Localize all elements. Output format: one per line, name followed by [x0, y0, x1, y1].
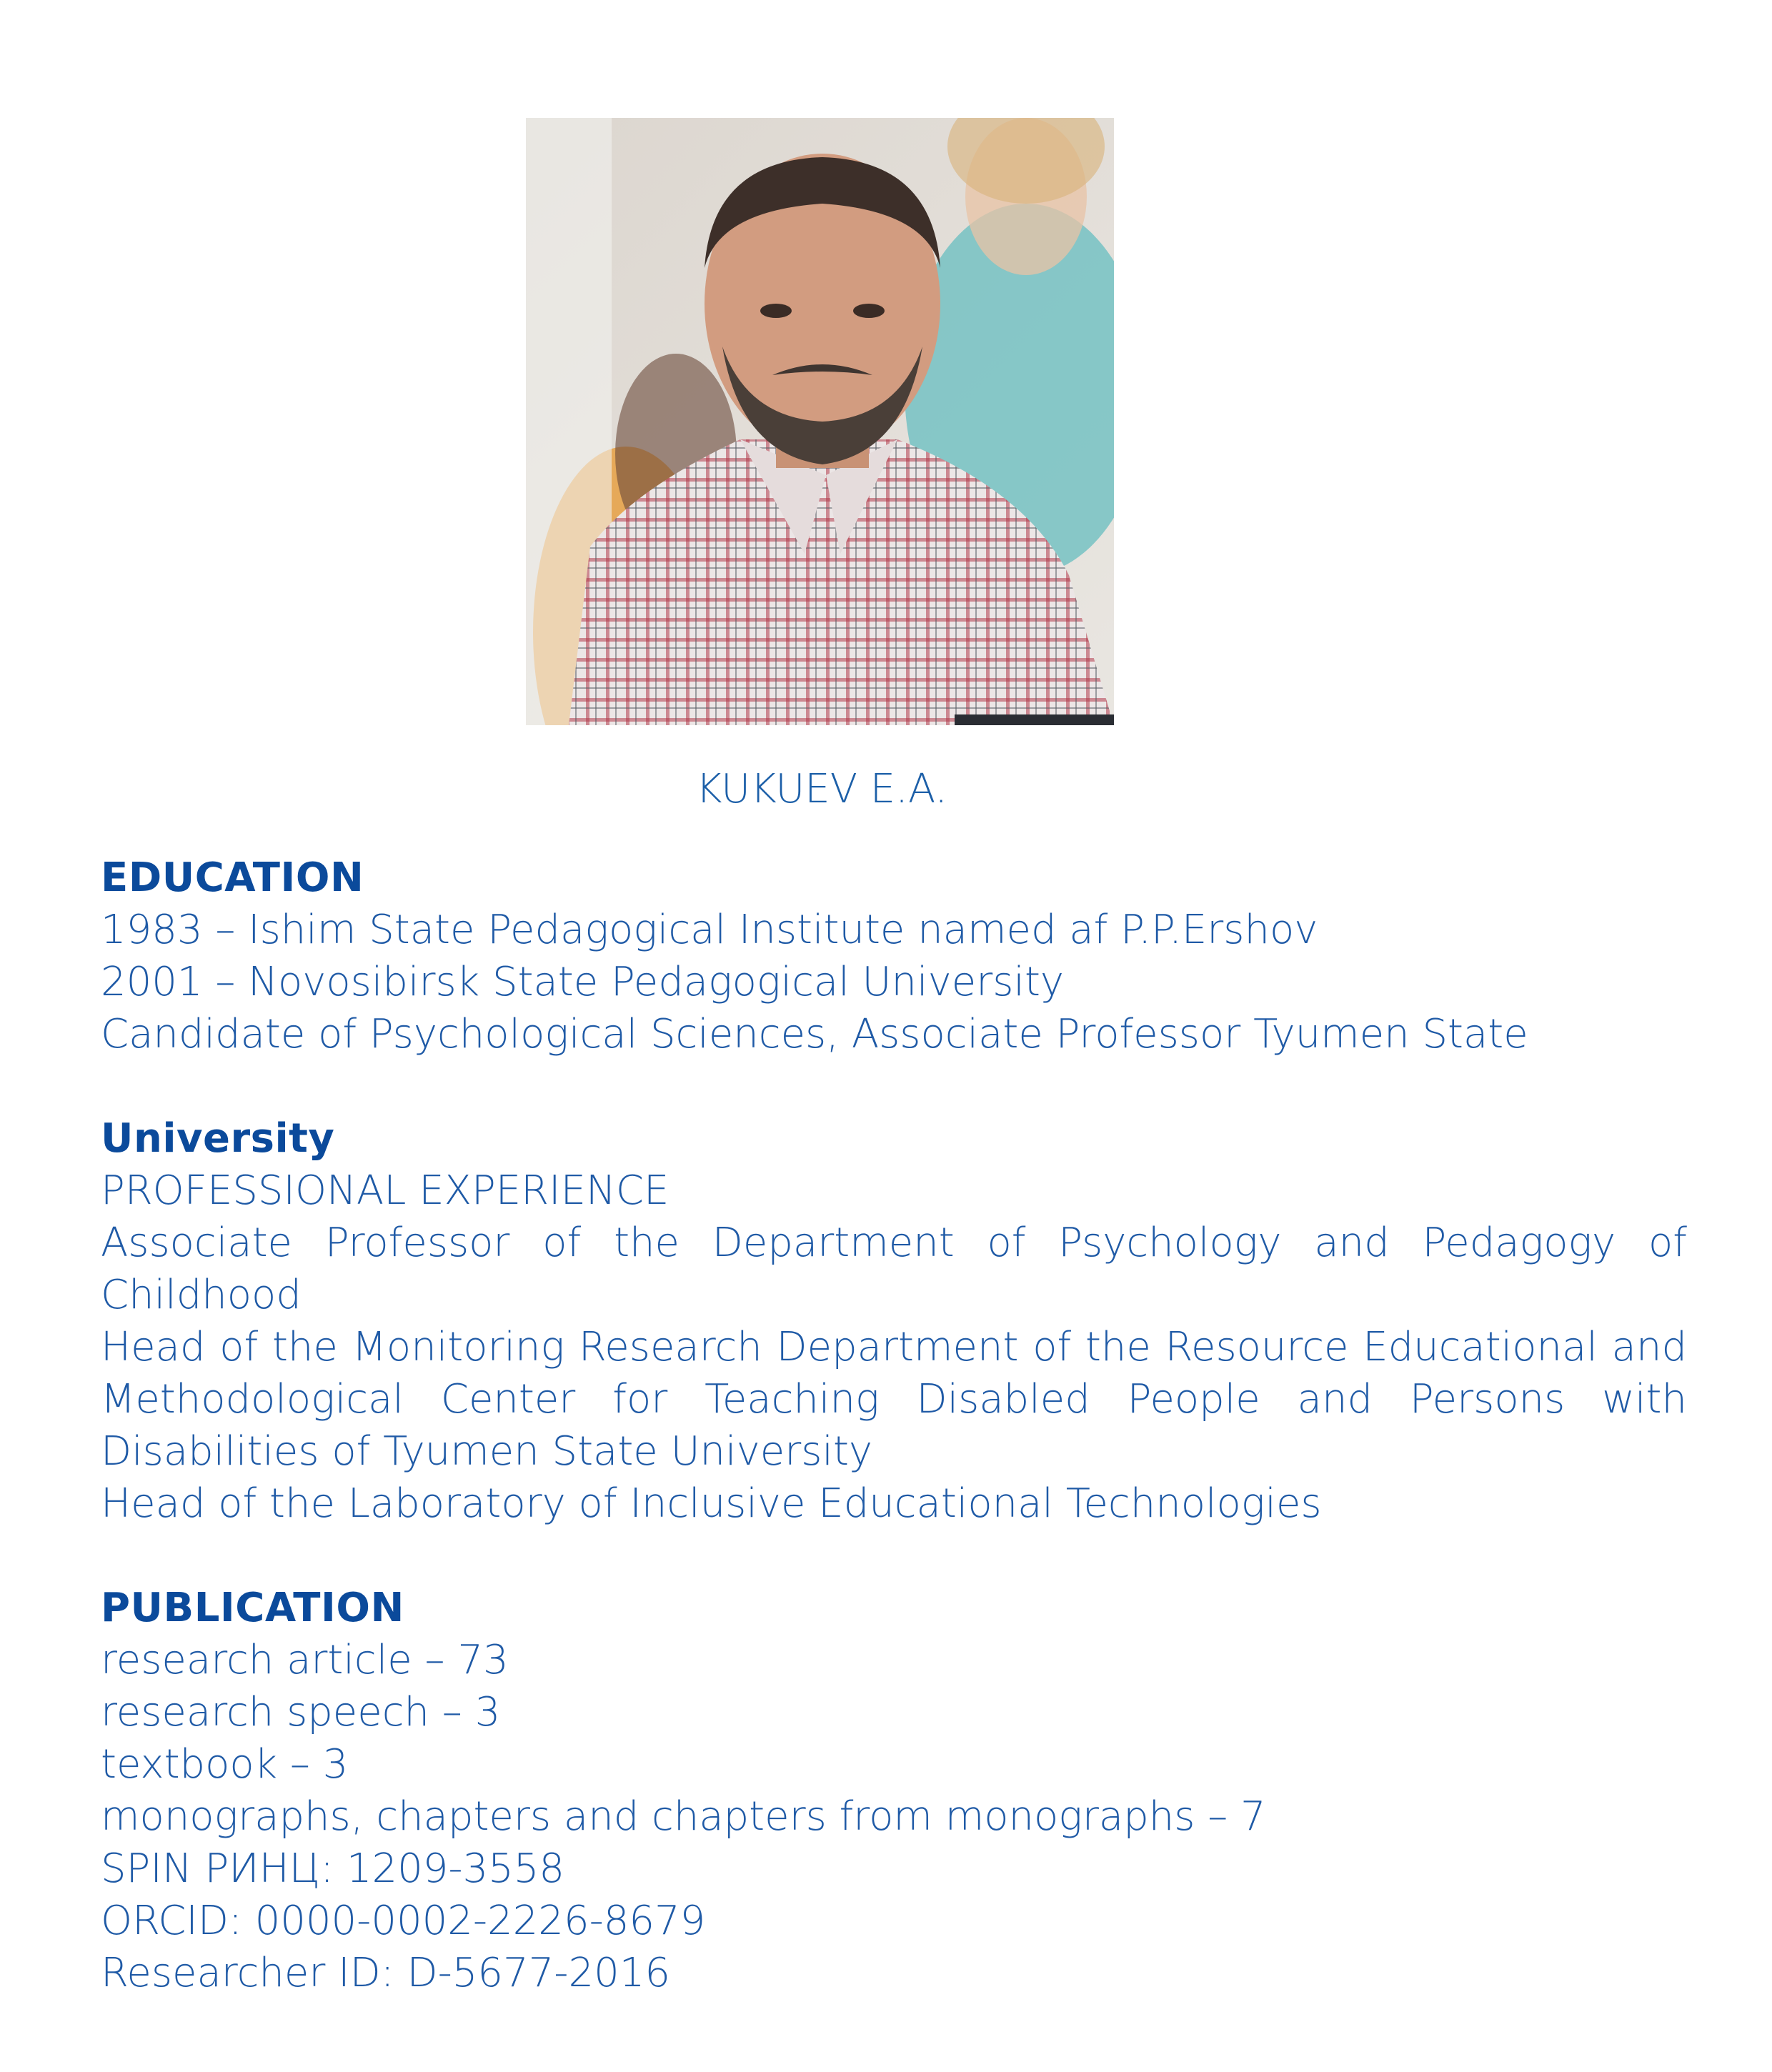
experience-heading: PROFESSIONAL EXPERIENCE: [101, 1167, 670, 1214]
experience-paragraph: Head of the Monitoring Research Department of the Resource Educational and Methodological Center for Teaching Disabled People and Persons with Disabilities of Tyumen State University: [101, 1324, 1687, 1475]
portrait-photo: [526, 118, 1114, 725]
spacer: [101, 1060, 1687, 1112]
experience-paragraph: Head of the Laboratory of Inclusive Educational Technologies: [101, 1480, 1322, 1527]
education-line: 2001 – Novosibirsk State Pedagogical University: [101, 959, 1065, 1005]
experience-paragraph: Associate Professor of the Department of Psychology and Pedagogy of Childhood: [101, 1220, 1687, 1318]
education-line: 1983 – Ishim State Pedagogical Institute named af P.P.Ershov: [101, 907, 1318, 953]
education-line: Candidate of Psychological Sciences, Associate Professor Tyumen State: [101, 1011, 1528, 1057]
publication-line: monographs, chapters and chapters from monographs – 7: [101, 1793, 1266, 1840]
spacer: [101, 1530, 1687, 1582]
education-heading: EDUCATION: [101, 855, 364, 901]
cv-content: [101, 852, 1687, 1999]
publication-line: research speech – 3: [101, 1689, 501, 1735]
researcher-id: Researcher ID: D-5677-2016: [101, 1950, 671, 1996]
person-name: KUKUEV E.A.: [695, 766, 948, 812]
university-heading: University: [101, 1115, 335, 1162]
spin-id: SPIN РИНЦ: 1209-3558: [101, 1846, 565, 1892]
publication-heading: PUBLICATION: [101, 1585, 404, 1631]
portrait-illustration: [526, 118, 1114, 725]
publication-line: textbook – 3: [101, 1741, 349, 1788]
publication-line: research article – 73: [101, 1637, 509, 1683]
orcid-id: ORCID: 0000-0002-2226-8679: [101, 1898, 706, 1944]
